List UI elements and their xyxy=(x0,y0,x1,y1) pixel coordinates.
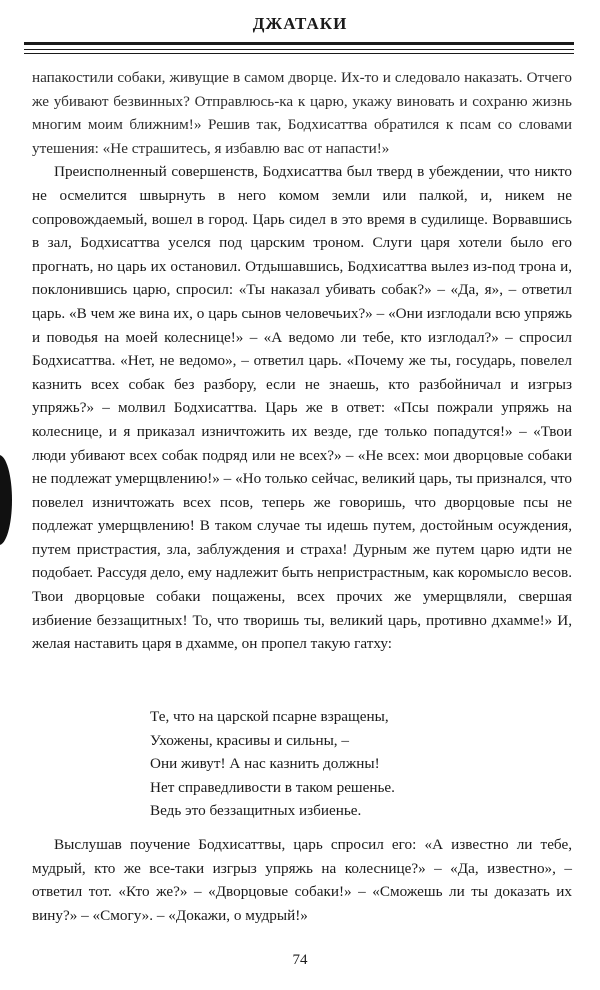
paragraph: Преисполненный совершенств, Бодхисаттва был тверд в убеждении, что никто не осмелится швырнуть в него комом земли или палкой, и, никем не сопровождаемый, вошел в город. Царь сидел в это время в судилище. Ворвавшись в зал, Бодхисаттва уселся под царским троном. Слуги царя хотели было его прогнать, но царь их остановил. Отдышавшись, Бодхисаттва вылез из-под трона и, поклонившись царю, спросил: «Ты наказал убивать собак?» – «Да, я», – ответил царь. «В чем же вина их, о царь сынов человечьих?» – «Они изглодали всю упряжь и поводья на моей колеснице!» – «А ведомо ли тебе, кто изглодал?» – спросил Бодхисаттва. «Нет, не ведомо», – ответил царь. «Почему же ты, государь, повелел казнить всех собак без разбору, если не знаешь, кто разбойничал и изгрыз упряжь?» – молвил Бодхисаттва. Царь же в ответ: «Псы пожрали упряжь на колеснице, и я приказал изничтожить их везде, где только попадутся!» – «Твои люди убивают всех собак подряд или не всех?» – «Не всех: мои дворцовые собаки не подлежат умерщвлению!» – «Но только сейчас, великий царь, ты признался, что повелел изничтожать всех псов, теперь же говоришь, что дворцовые псы не подлежат умерщвлению! В таком случае ты идешь путем, достойным осуждения, путем пристрастия, зла, заблуждения и страха! Дурным же путем царю идти не подобает. Рассудя дело, ему надлежит быть непристрастным, как коромысло весов. Твои дворцовые собаки пощажены, всех прочих же умерщвляли, свершая избиение беззащитных! То, что творишь ты, великий царь, противно дхамме!» И, желая наставить царя в дхамме, он пропел такую гатху: xyxy=(32,163,572,653)
verse-line: Нет справедливости в таком решенье. xyxy=(150,778,395,796)
verse-line: Ведь это беззащитных избиенье. xyxy=(150,802,362,820)
paragraph-continued: напакостили собаки, живущие в самом дворце. Их-то и следовало наказать. Отчего же убивают безвинных? Отправлюсь-ка к царю, укажу виновать и сохраню жизнь многим моим ближним!» Решив так, Бодхисаттва обратился к псам со словами утешения: «Не страшитесь, я избавлю вас от напасти!» xyxy=(32,69,572,157)
main-text xyxy=(32,66,572,656)
running-header: ДЖАТАКИ xyxy=(252,14,348,33)
header-rule-thick xyxy=(24,42,574,45)
closing-text xyxy=(32,833,572,927)
gatha-verse xyxy=(150,705,550,823)
verse-line: Они живут! А нас казнить должны! xyxy=(150,755,380,773)
page-number: 74 xyxy=(292,952,308,968)
binding-shadow xyxy=(0,455,12,545)
header-rule-thin xyxy=(24,49,574,50)
verse-line: Те, что на царской псарне взращены, xyxy=(150,708,389,725)
header-rule-thin-2 xyxy=(24,53,574,54)
paragraph: Выслушав поучение Бодхисаттвы, царь спросил его: «А известно ли тебе, мудрый, кто же все-таки изгрыз упряжь на колеснице?» – «Да, известно», – ответил тот. «Кто же?» – «Дворцовые собаки!» – «Сможешь ли ты доказать их вину?» – «Смогу». – «Докажи, о мудрый!» xyxy=(32,836,572,924)
verse-line: Ухожены, красивы и сильны, – xyxy=(150,731,349,749)
